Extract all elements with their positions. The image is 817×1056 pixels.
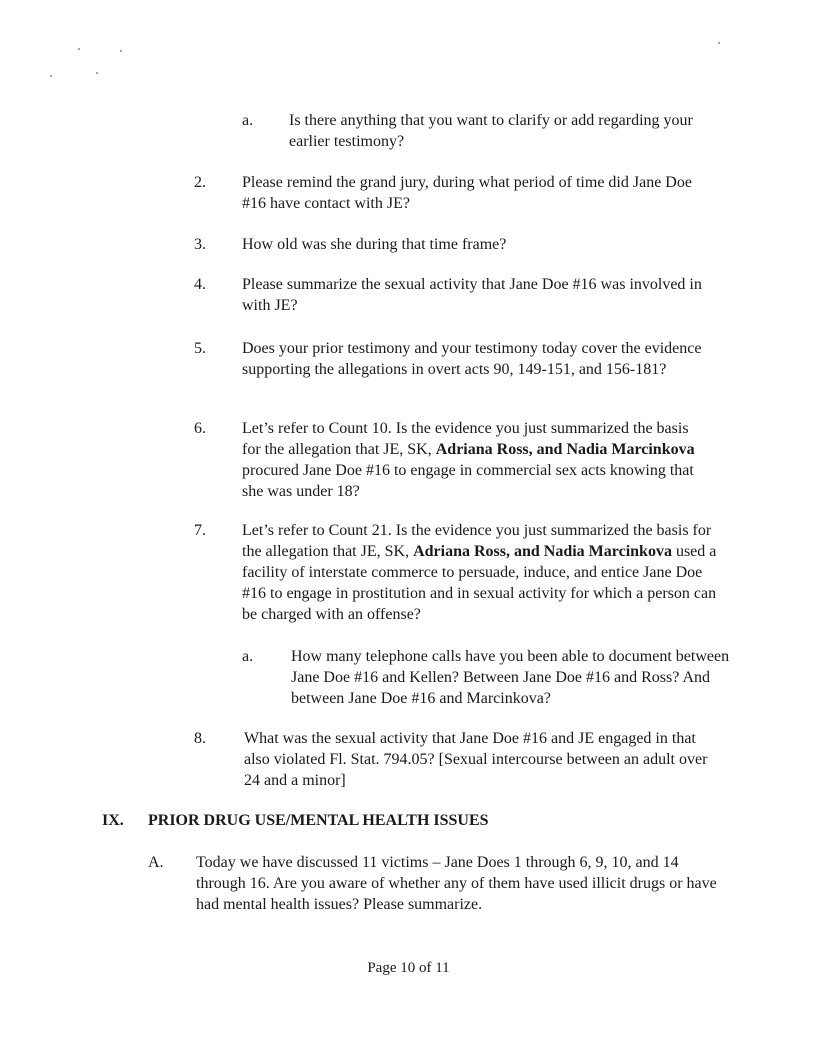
item-marker: 2. [194,174,206,191]
item-text [242,520,728,625]
scan-speck [718,42,720,44]
page-number: Page 10 of 11 [367,960,450,976]
section-item-a [148,852,728,918]
item-text [242,418,704,502]
item-text-bold: Adriana Ross, and Nadia Marcinkova [413,543,672,560]
item-text-part: Let’s refer to Count 10. Is the evidence you just summarized the basis for the allegation that JE, SK, [242,420,689,458]
item-marker: 5. [194,340,206,357]
list-item-8 [194,728,734,794]
section-heading [102,810,722,832]
scan-speck [96,72,98,74]
item-text-part: Let’s refer to Count 21. Is the evidence you just summarized the basis for the allegation that JE, SK, [242,522,712,560]
item-text: Please remind the grand jury, during what period of time did Jane Doe #16 have contact with JE? [242,174,692,212]
list-item-6 [194,418,724,506]
item-marker: 6. [194,420,206,437]
list-item-3 [194,234,724,256]
item-marker: 8. [194,730,206,747]
item-text-bold: Adriana Ross, and Nadia Marcinkova [435,441,695,458]
scan-speck [78,48,80,50]
section-title: PRIOR DRUG USE/MENTAL HEALTH ISSUES [148,812,489,829]
list-item-5 [194,338,724,404]
section-number: IX. [102,812,124,829]
item-text: Today we have discussed 11 victims – Jane Does 1 through 6, 9, 10, and 14 through 16. Are you aware of whether any of them have used illicit drugs or have had mental health issues? Please summarize. [196,854,717,913]
item-marker: 3. [194,236,206,253]
list-item-1a [242,110,702,154]
item-text: How many telephone calls have you been able to document between Jane Doe #16 and Kellen? Between Jane Doe #16 and Ross? And between Jane Doe #16 and Marcinkova? [291,648,730,707]
item-text: Does your prior testimony and your testimony today cover the evidence supporting the allegations in overt acts 90, 149-151, and 156-181? [242,340,702,378]
item-text: What was the sexual activity that Jane Doe #16 and JE engaged in that also violated Fl. Stat. 794.05? [Sexual intercourse between an adult over 24 and a minor] [244,730,708,789]
item-text: How old was she during that time frame? [242,236,507,253]
scan-speck [120,50,122,52]
list-item-7 [194,520,734,630]
item-marker: a. [242,648,254,665]
list-item-2 [194,172,724,216]
item-marker: 7. [194,522,206,539]
item-text-part: used a facility of interstate commerce to persuade, induce, and entice Jane Doe #16 to engage in prostitution and in sexual activity for which a person can be charged with an offense? [242,543,717,623]
item-marker: a. [242,112,254,129]
scan-speck [50,75,52,77]
item-text: Is there anything that you want to clarify or add regarding your earlier testimony? [289,112,693,150]
item-text: Please summarize the sexual activity that Jane Doe #16 was involved in with JE? [242,276,702,314]
list-item-7a [242,646,732,712]
item-text-part: procured Jane Doe #16 to engage in commercial sex acts knowing that she was under 18? [242,462,694,500]
list-item-4 [194,274,734,318]
item-marker: 4. [194,276,206,293]
item-marker: A. [148,854,164,871]
